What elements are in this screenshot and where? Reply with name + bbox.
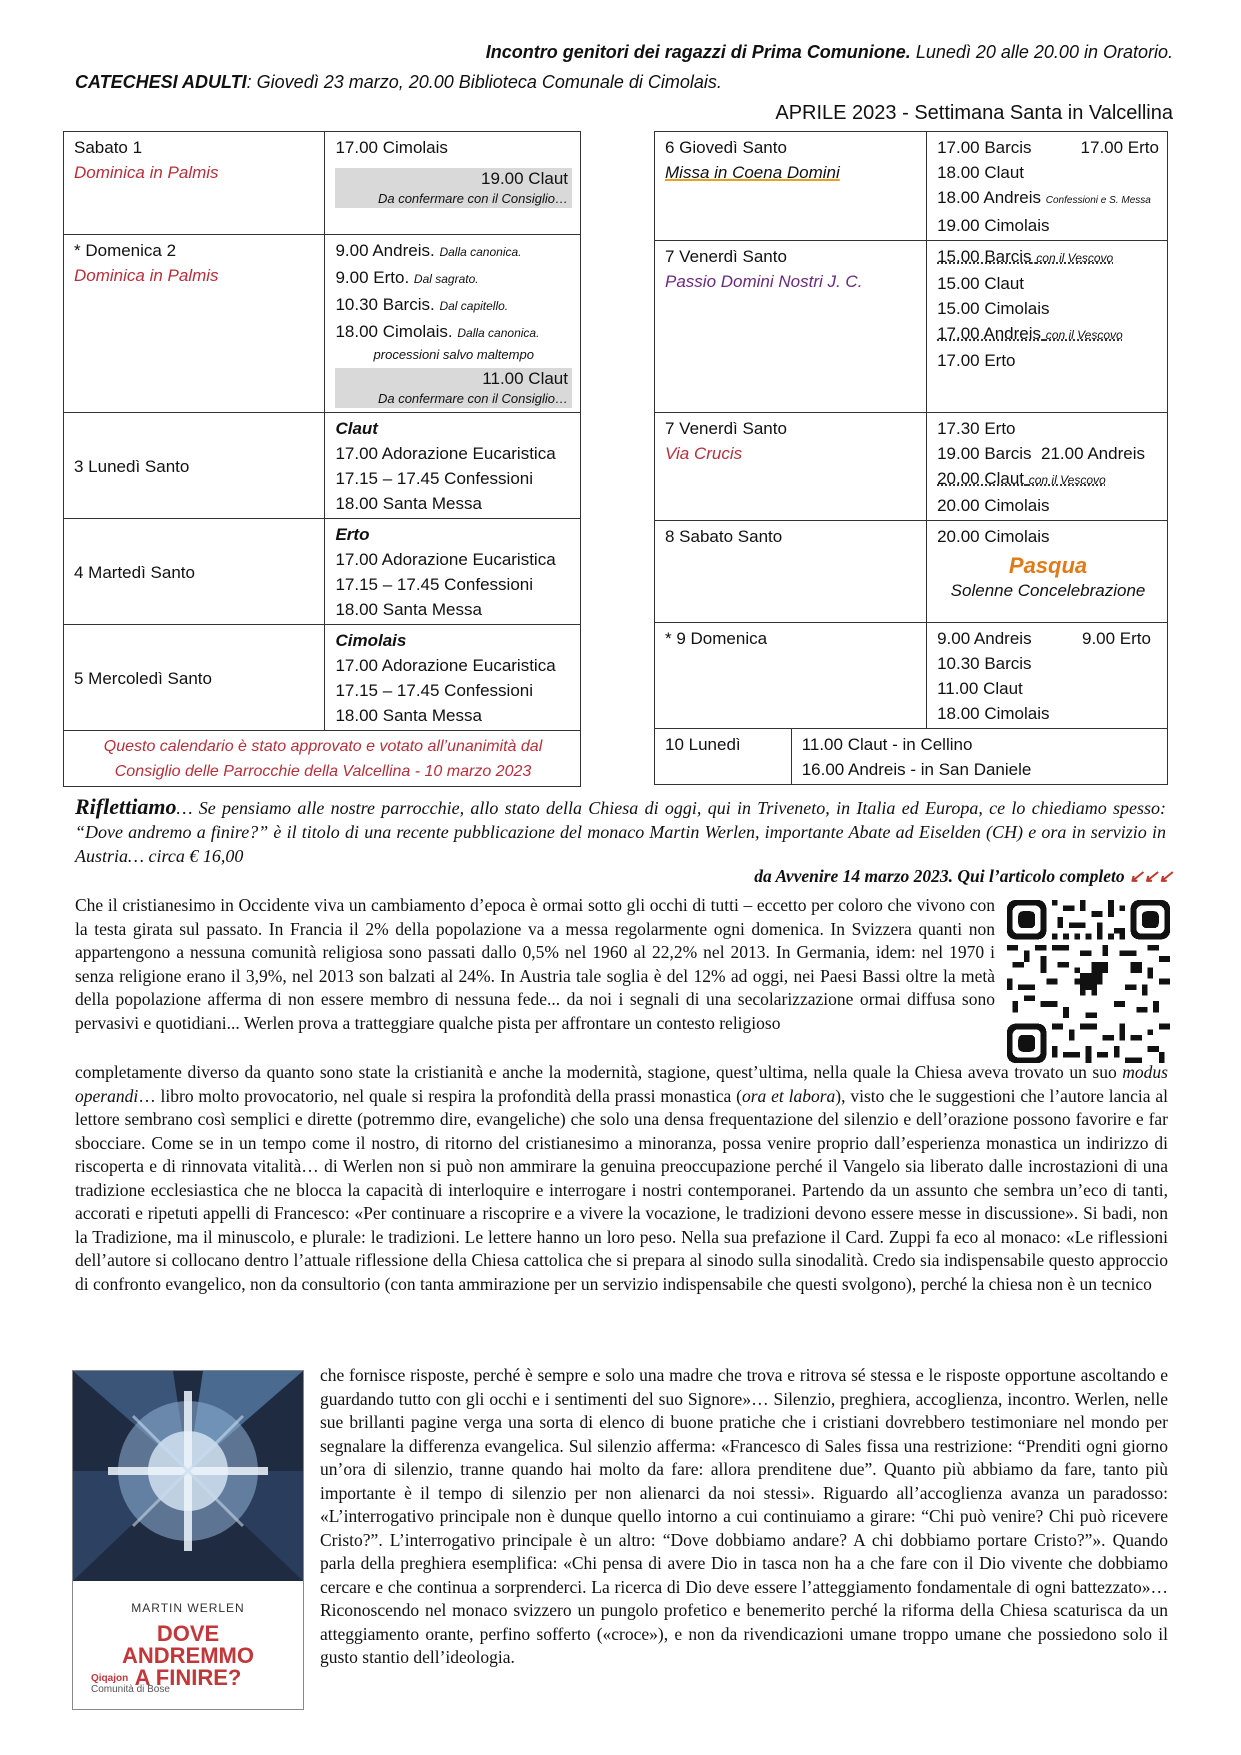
schedule-time: 18.00 Cimolais.: [335, 322, 453, 341]
schedule-line: 20.00 Cimolais: [937, 527, 1050, 546]
article-text-italic: modus operandi: [75, 1062, 1168, 1106]
schedule-note: Dalla canonica.: [457, 326, 540, 340]
table-row: [64, 132, 581, 235]
day-label: 7 Venerdì Santo: [665, 247, 787, 266]
pending-box: [335, 368, 572, 408]
day-cell: 4 Martedì Santo: [64, 519, 325, 625]
table-row: [64, 519, 581, 625]
pending-time: 19.00 Claut: [481, 169, 568, 188]
day-cell: 3 Lunedì Santo: [64, 413, 325, 519]
pending-box: [335, 168, 572, 208]
place-label: Cimolais: [335, 631, 407, 650]
announcement-first-communion-title: Incontro genitori dei ragazzi di Prima Comunione.: [485, 42, 911, 62]
schedule-line: 10.30 Barcis: [937, 654, 1032, 673]
cathedral-vault-illustration: [73, 1371, 303, 1581]
schedule-line: 11.00 Claut - in Cellino: [801, 735, 973, 754]
day-label: * Domenica 2: [74, 241, 177, 260]
schedule-line: 17.15 – 17.45 Confessioni: [335, 575, 534, 594]
schedule-line: 18.00 Cimolais: [937, 704, 1050, 723]
table-row: [655, 132, 1168, 241]
approval-note: [64, 731, 581, 787]
table-row: [655, 521, 1168, 623]
schedule-note: con il Vescovo: [1045, 328, 1123, 342]
schedule-cell: [791, 729, 1167, 785]
book-title-line: A FINIRE?: [134, 1665, 242, 1690]
schedule-time: 20.00 Claut: [937, 469, 1025, 488]
schedule-line: [937, 321, 1159, 348]
schedule-line: [335, 319, 572, 346]
publisher-community: Comunità di Bose: [91, 1684, 170, 1695]
announcement-first-communion: [0, 42, 1173, 63]
day-label: 7 Venerdì Santo: [665, 419, 787, 438]
schedule-line: 15.00 Claut: [937, 274, 1025, 293]
book-title-line: DOVE: [156, 1621, 220, 1646]
day-cell: 10 Lunedì: [655, 729, 792, 785]
place-label: Erto: [335, 525, 370, 544]
schedule-note: processioni salvo maltempo: [373, 347, 534, 362]
schedule-time: 9.00 Andreis: [937, 629, 1032, 648]
schedule-line: [937, 466, 1159, 493]
schedule-line: [937, 626, 1159, 651]
qr-code[interactable]: [1007, 900, 1170, 1063]
schedule-cell: [927, 132, 1168, 241]
article-paragraph: [75, 1061, 1168, 1296]
approval-note-line: Consiglio delle Parrocchie della Valcellina - 10 marzo 2023: [114, 763, 532, 780]
announcement-first-communion-detail: Lunedì 20 alle 20.00 in Oratorio.: [910, 42, 1173, 62]
calendar-heading: APRILE 2023 - Settimana Santa in Valcellina: [775, 102, 1173, 124]
day-cell: [655, 132, 927, 241]
article-intro-text: … Se pensiamo alle nostre parrocchie, allo stato della Chiesa di oggi, qui in Triveneto, in Italia ed Europa, ce lo chiediamo spesso: “Dove andremo a finire?” è il titolo di una recente pubblicazione del monaco Martin Werlen, importante Abate ad Eiselden (CH) e ora in servizio in Austria… circa € 16,00: [75, 798, 1166, 866]
day-cell: [64, 235, 325, 413]
liturgy-label: Dominica in Palmis: [74, 163, 219, 182]
schedule-line: 17.00 Erto: [937, 351, 1016, 370]
announcement-catechesis-title: CATECHESI ADULTI: [75, 72, 247, 92]
schedule-line: 11.00 Claut: [937, 679, 1023, 698]
day-label: Sabato 1: [74, 138, 143, 157]
article-text: … libro molto provocatorio, nel quale si respira la profondità della prassi monastica (: [138, 1085, 742, 1106]
calendar-right-table: [654, 131, 1168, 785]
schedule-line: 19.00 Cimolais: [937, 216, 1050, 235]
article-paragraph: che fornisce risposte, perché è sempre e solo una madre che trova e ritrova sé stessa e le risposte opportune ascoltando e guardando tutto con gli occhi e i sentimenti del suo Signore»… Silenzio, preghiera, accoglienza, incontro. Werlen, nelle sue brillanti pagine verga una sorta di elenco di buone pratiche che i cristiani dovrebbero testimoniare nel mondo per segnalare la differenza evangelica. Sul silenzio afferma: «Francesco di Sales fissa una restrizione: “Prenditi ogni giorno un’ora di silenzio, tranne quando hai molto da fare: allora prenditene due”. Quanto più abbiamo da fare, tanto più importante è il tempo di silenzio per non alienarci da noi stessi». Riguardo all’accoglienza avanza un paradosso: «L’interrogativo principale non è dunque quello intorno a cui continuiamo a girare: “Chi può venire? Chi può ricevere Cristo?”. L’interrogativo principale è un altro: “Dove dobbiamo andare? A chi dobbiamo portare Cristo?”». Quando parla della preghiera esemplifica: «Chi pensa di avere Dio in tasca non ha a che fare con il Dio vivente che dobbiamo cercare e che continua a sorprenderci. La ricerca di Dio deve essere l’atteggiamento fondamentale di ogni battezzato»… Riconoscendo nel monaco svizzero un pungolo profetico e benemerito perché la riforma della Chiesa scaturisca da un atteggiamento orante, perfino sofferto («croce»), e non da rivendicazioni umane troppo umane che possiedono solo il gusto stantio dell’ideologia.: [320, 1365, 1168, 1667]
schedule-time: 18.00 Andreis: [937, 188, 1042, 207]
schedule-cell: [325, 235, 581, 413]
book-author: MARTIN WERLEN: [131, 1601, 245, 1615]
schedule-cell: [927, 241, 1168, 413]
celebration-label: Solenne Concelebrazione: [950, 581, 1146, 600]
schedule-cell: [325, 413, 581, 519]
schedule-time: 9.00 Andreis.: [335, 241, 435, 260]
table-row: [655, 413, 1168, 521]
schedule-line: 18.00 Santa Messa: [335, 600, 482, 619]
article-title: Riflettiamo: [75, 794, 177, 819]
schedule-line: 17.00 Adorazione Eucaristica: [335, 550, 556, 569]
liturgy-label: Dominica in Palmis: [74, 266, 219, 285]
publisher-name: Qiqajon: [91, 1673, 129, 1684]
schedule-time: 15.00 Barcis: [937, 247, 1032, 266]
schedule-note: Dal capitello.: [439, 299, 509, 313]
article-text: ), visto che le suggestioni che l’autore lancia al lettore sembrano così semplici e dirette (potremmo dire, evangeliche) che solo una densa frequentazione del silenzio e dell’orazione possono favorire e far sbocciare. Come se in un tempo come il nostro, di ritorno del cristianesimo a minoranza, possa venire proprio dall’esperienza monastica un indirizzo di riscoperta e di rinnovata vitalità… di Werlen non si può non ammirare la genuina preoccupazione perché il Vangelo sia liberato dalle incrostazioni di una tradizione ecclesiastica che ne blocca la capacità di interloquire e interrogare i nostri contemporanei. Partendo da un assunto che sembra un’eco di tanti, accorati e ripetuti appelli di Francesco: «Per continuare a riscoprire e a vivere la vocazione, le tradizioni devono essere messe in discussione». Si badi, non la Tradizione, ma il minuscolo, e plurale: le tradizioni. Le lettere hanno un loro peso. Nella sua prefazione il Card. Zuppi fa eco al monaco: «Le riflessioni dell’autore si collocano dentro l’attuale riflessione della Chiesa cattolica che si prepara al sinodo sulla sinodalità. Credo sia indispensabile questo approccio di confronto evangelico, non da consultorio (con tanta ammirazione per un servizio indispensabile che questi svolgono), perché la chiesa non è un tecnico: [75, 1085, 1168, 1294]
announcement-catechesis: [75, 72, 722, 93]
day-cell: [64, 132, 325, 235]
schedule-note: con il Vescovo: [1028, 473, 1106, 487]
table-row: [64, 235, 581, 413]
article-source[interactable]: [754, 866, 1173, 887]
schedule-line: [937, 185, 1159, 213]
schedule-line: [335, 265, 572, 292]
article-intro: [75, 795, 1166, 868]
schedule-time: 17.00 Erto: [1080, 138, 1159, 157]
schedule-note: Dalla canonica.: [439, 245, 522, 259]
table-row: [64, 413, 581, 519]
schedule-line: 15.00 Cimolais: [937, 299, 1050, 318]
schedule-note: Confessioni e S. Messa: [1045, 195, 1151, 206]
day-cell: [655, 241, 927, 413]
announcement-catechesis-detail: : Giovedì 23 marzo, 20.00 Biblioteca Comunale di Cimolais.: [246, 72, 722, 92]
article-source-text: da Avvenire 14 marzo 2023. Qui l’articolo completo: [754, 866, 1125, 886]
schedule-line: 18.00 Santa Messa: [335, 706, 482, 725]
approval-note-line: Questo calendario è stato approvato e votato all’unanimità dal: [103, 738, 543, 755]
day-cell: * 9 Domenica: [655, 623, 927, 729]
schedule-cell: [325, 625, 581, 731]
schedule-line: [335, 238, 572, 265]
day-cell: 5 Mercoledì Santo: [64, 625, 325, 731]
pending-note: Da confermare con il Consiglio…: [377, 191, 568, 206]
liturgy-label: Missa in Coena Domini: [665, 163, 840, 182]
liturgy-label: Via Crucis: [665, 444, 743, 463]
day-cell: 8 Sabato Santo: [655, 521, 927, 623]
schedule-line: 17.15 – 17.45 Confessioni: [335, 681, 534, 700]
easter-label: Pasqua: [1008, 553, 1088, 578]
schedule-line: [937, 244, 1159, 271]
article-text-italic: ora et labora: [742, 1085, 836, 1106]
schedule-line: 18.00 Claut: [937, 163, 1025, 182]
schedule-time: 17.00 Barcis: [937, 138, 1032, 157]
schedule-line: 17.15 – 17.45 Confessioni: [335, 469, 534, 488]
table-row: [655, 241, 1168, 413]
table-row: [64, 625, 581, 731]
table-row: [655, 729, 1168, 785]
schedule-note: con il Vescovo: [1036, 251, 1114, 265]
article-paragraph: Che il cristianesimo in Occidente viva un cambiamento d’epoca è ormai sotto gli occhi di tutti – eccetto per coloro che vivono con la testa girata sul passato. In Francia il 2% della popolazione va a messa regolarmente ogni domenica. In Svizzera quanti non appartengono a nessuna comunità religiosa sono passati dallo 0,5% nel 1960 al 22,2% nel 2013. In Germania, idem: nel 1970 i senza religione erano il 3,9%, nel 2013 son balzati al 24%. In Austria tale soglia è del 12% ad oggi, nei Paesi Bassi oltre la metà della popolazione afferma di non essere membro di nessuna fede... da noi i segnali di una secolarizzazione ormai diffusa sono pervasivi e quotidiani... Werlen prova a tratteggiare qualche pista per affrontare un contesto religioso: [75, 895, 995, 1033]
article-text: completamente diverso da quanto sono state la cristianità e anche la modernità, stagione, quest’ultima, nella quale la Chiesa aveva trovato un suo: [75, 1062, 1123, 1082]
book-publisher: [91, 1673, 170, 1695]
table-row: [655, 623, 1168, 729]
day-label: 6 Giovedì Santo: [665, 138, 787, 157]
schedule-cell: [927, 521, 1168, 623]
arrow-down-left-icon: ↙↙↙: [1129, 866, 1173, 886]
schedule-line: 16.00 Andreis - in San Daniele: [801, 760, 1032, 779]
schedule-cell: [325, 132, 581, 235]
schedule-line: 20.00 Cimolais: [937, 496, 1050, 515]
schedule-line: 19.00 Barcis 21.00 Andreis: [937, 444, 1145, 463]
schedule-line: 18.00 Santa Messa: [335, 494, 482, 513]
book-cover-image: [72, 1370, 304, 1710]
schedule-line: 17.00 Adorazione Eucaristica: [335, 656, 556, 675]
place-label: Claut: [335, 419, 378, 438]
schedule-note: Dal sagrato.: [413, 272, 479, 286]
schedule-line: 17.00 Adorazione Eucaristica: [335, 444, 556, 463]
schedule-cell: [325, 519, 581, 625]
schedule-time: 9.00 Erto.: [335, 268, 410, 287]
pending-note: Da confermare con il Consiglio…: [377, 391, 568, 406]
schedule-time: 9.00 Erto: [1082, 629, 1151, 648]
schedule-time: 17.00 Andreis: [937, 324, 1042, 343]
schedule-cell: [927, 623, 1168, 729]
liturgy-label: Passio Domini Nostri J. C.: [665, 272, 863, 291]
schedule-line: [937, 135, 1159, 160]
schedule-time: 10.30 Barcis.: [335, 295, 435, 314]
table-row: [64, 731, 581, 787]
book-title-line: ANDREMMO: [122, 1643, 254, 1668]
day-cell: [655, 413, 927, 521]
schedule-line: [335, 292, 572, 319]
schedule-line: 17.00 Cimolais: [335, 138, 448, 157]
schedule-cell: [927, 413, 1168, 521]
calendar-left-table: [63, 131, 581, 787]
schedule-line: 17.30 Erto: [937, 419, 1016, 438]
pending-time: 11.00 Claut: [482, 369, 568, 388]
